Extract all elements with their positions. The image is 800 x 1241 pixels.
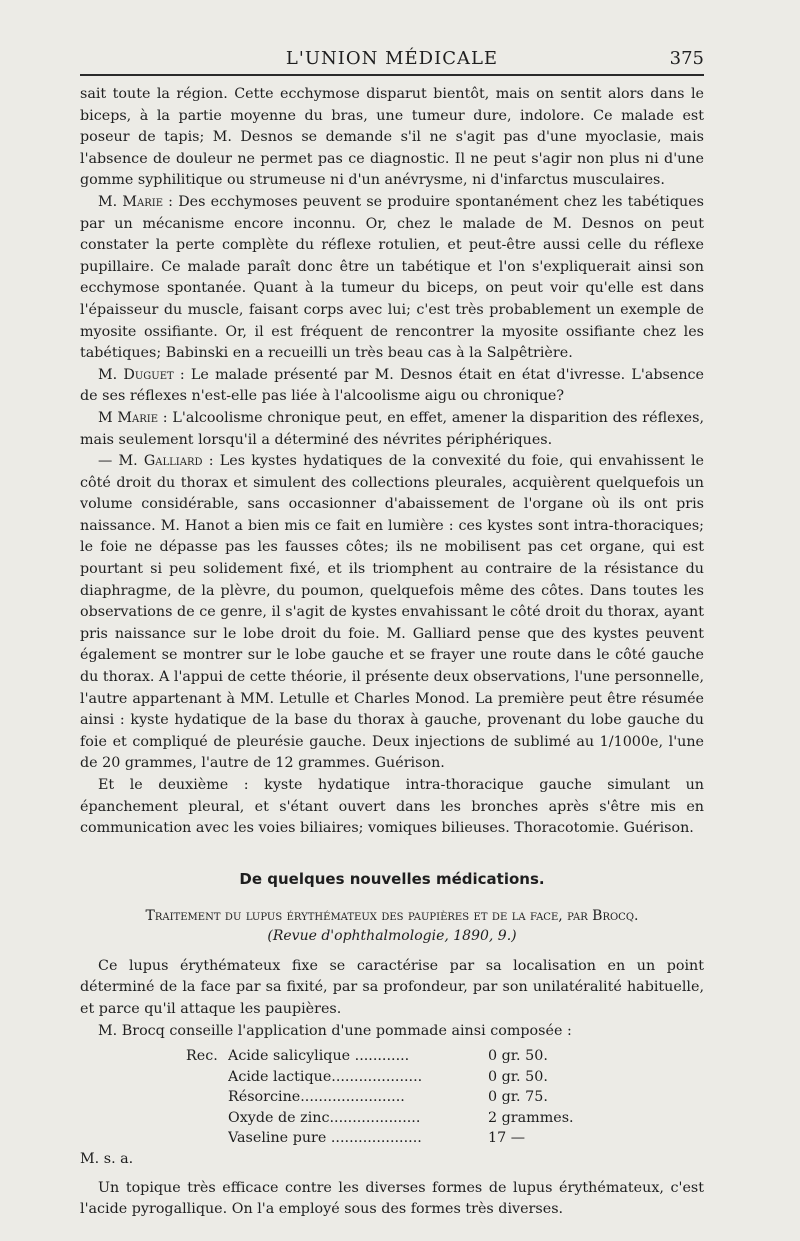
paragraph-5 [80,451,704,775]
journal-title: L'UNION MÉDICALE [285,48,499,69]
recipe-rec [186,1128,228,1149]
paragraph-3 [80,365,704,408]
section-title: De quelques nouvelles médications. [239,869,545,888]
recipe-row [186,1046,704,1067]
paragraph-5-text: Les kystes hydatiques de la convexité du foie, qui envahissent le côté droit du thorax et simulent des collections pleurales, acquièrent quelquefois un volume considérable, sans occasionner d'abaissement de l'organe où ils ont pris naissance. M. Hanot a bien mis ce fait en lumière : ces kystes sont intra-thoraciques; le foie ne dépasse pas les fausses côtes; ils ne mobilisent pas cet organe, qui est pourtant si peu solidement fixé, et ils triomphent au contraire de la résistance du diaphragme, de la plèvre, du poumon, quelquefois même des côtes. Dans toutes les observations de ce genre, il s'agit de kystes envahissant le côté droit du thorax, ayant pris naissance sur le lobe droit du foie. M. Galliard pense que des kystes peuvent également se montrer sur le lobe gauche et se frayer une route dans le côté gauche du thorax. A l'appui de cette théorie, il présente deux observations, l'une personnelle, l'autre appartenant à MM. Letulle et Charles Monod. La première peut être résumée ainsi : kyste hydatique de la base du thorax à gauche, provenant du lobe gauche du foie et compliqué de pleurésie gauche. Deux injections de sublimé au 1/1000e, l'une de 20 grammes, l'autre de 12 grammes. Guérison. [80,453,704,772]
paragraph-6: Et le deuxième : kyste hydatique intra-thoracique gauche simulant un épanchement pleural, et s'étant ouvert dans les bronches après s'être mis en communication avec les voies biliaires; vomiques bilieuses. Thoracotomie. Guérison. [80,777,704,837]
prescription-signature: M. s. a. [80,1150,134,1167]
recipe-rec: Rec. [186,1048,218,1065]
speaker-duguet: M. Duguet : [98,366,185,383]
article-advice: M. Brocq conseille l'application d'une pommade ainsi composée : [98,1022,572,1039]
speaker-marie-2: M Marie : [98,409,168,426]
recipe-ingredient: Acide lactique.................... [228,1068,423,1085]
article-closing: Un topique très efficace contre les diverses formes de lupus érythémateux, c'est l'acide pyrogallique. On l'a employé sous des formes très diverses. [80,1179,704,1218]
recipe-rec [186,1108,228,1129]
recipe-quantity: 0 gr. 50. [488,1068,548,1085]
paragraph-2 [80,192,704,365]
recipe-ingredient: Acide salicylique ............ [228,1048,410,1065]
recipe-quantity: 17 — [488,1130,526,1147]
recipe-quantity: 0 gr. 75. [488,1089,548,1106]
paragraph-2-text: Des ecchymoses peuvent se produire spontanément chez les tabétiques par un mécanisme encore inconnu. Or, chez le malade de M. Desnos on peut constater la perte complète du réflexe rotulien, et peut-être aussi celle du réflexe pupillaire. Ce malade paraît donc être un tabétique et l'on s'expliquerait ainsi son ecchymose spontanée. Quant à la tumeur du biceps, on peut voir qu'elle est dans l'épaisseur du muscle, faisant corps avec lui; c'est très probablement un exemple de myosite ossifiante. Or, il est fréquent de rencontrer la myosite ossifiante chez les tabétiques; Babinski en a recueilli un très beau cas à la Salpêtrière. [80,193,704,362]
recipe-quantity: 0 gr. 50. [488,1048,548,1065]
recipe-rec [186,1087,228,1108]
recipe-ingredient: Résorcine....................... [228,1089,405,1106]
recipe-row [186,1087,704,1108]
recipe-ingredient: Oxyde de zinc.................... [228,1109,421,1126]
article-title [80,906,704,946]
recipe-rec [186,1067,228,1088]
page-number: 375 [669,48,704,69]
paragraph-3-text: Le malade présenté par M. Desnos était en état d'ivresse. L'absence de ses réflexes n'est-elle pas liée à l'alcoolisme aigu ou chronique? [80,366,704,405]
speaker-galliard: — M. Galliard : [98,453,214,470]
recipe-row [186,1108,704,1129]
article-reference: (Revue d'ophthalmologie, 1890, 9.) [267,927,517,944]
recipe-quantity: 2 grammes. [488,1109,574,1126]
recipe-row [186,1067,704,1088]
page-header [80,44,704,76]
paragraph-4-text: L'alcoolisme chronique peut, en effet, amener la disparition des réflexes, mais seulement lorsqu'il a déterminé des névrites périphériques. [80,409,704,448]
paragraph-4 [80,408,704,451]
speaker-marie: M. Marie : [98,193,173,210]
recipe-row [186,1128,704,1149]
paragraph-1: sait toute la région. Cette ecchymose disparut bientôt, mais on sentit alors dans le biceps, à la partie moyenne du bras, une tumeur dure, indolore. Ce malade est poseur de tapis; M. Desnos se demande s'il ne s'agit pas d'une myoclasie, mais l'absence de douleur ne permet pas ce diagnostic. Il ne peut s'agir non plus ni d'une gomme syphilitique ou strumeuse ni d'un anévrysme, ni d'infarctus musculaires. [80,86,704,189]
recipe-ingredient: Vaseline pure .................... [228,1130,422,1147]
recipe-list [186,1046,704,1149]
article-heading: Traitement du lupus érythémateux des paupières et de la face, par Brocq. [145,907,639,924]
article-intro: Ce lupus érythémateux fixe se caractérise par sa localisation en un point déterminé de la face par sa fixité, par sa profondeur, par son unilatéralité habituelle, et parce qu'il attaque les paupières. [80,957,704,1017]
